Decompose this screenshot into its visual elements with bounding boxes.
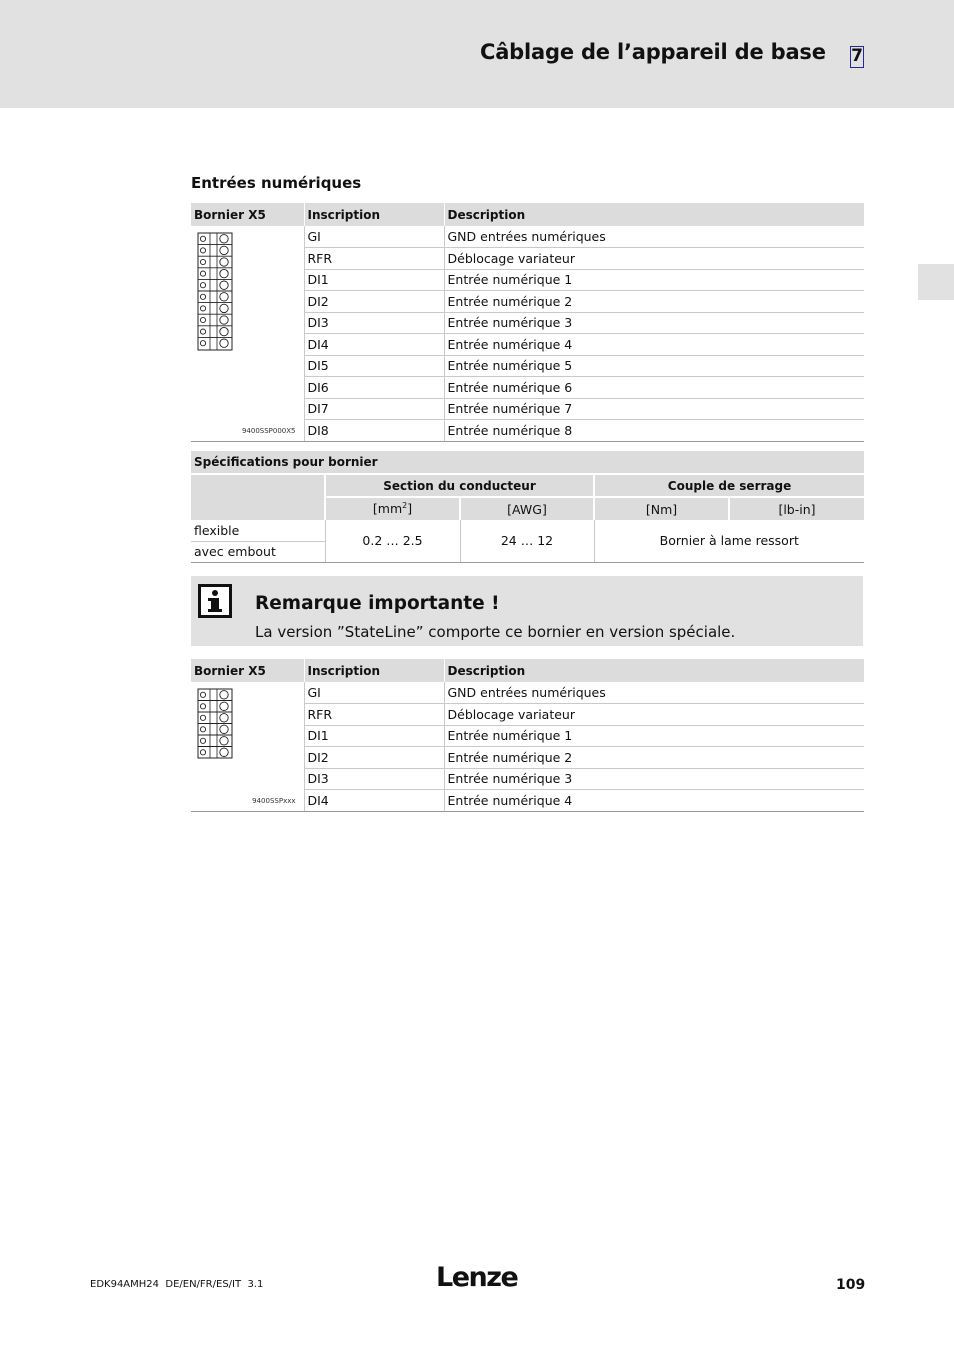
- unit-awg: [AWG]: [460, 497, 594, 520]
- description-cell: Entrée numérique 4: [444, 790, 864, 812]
- unit-lbin: [lb-in]: [729, 497, 864, 520]
- description-cell: Entrée numérique 8: [444, 420, 864, 442]
- description-cell: Entrée numérique 7: [444, 398, 864, 420]
- col-header-description: Description: [444, 659, 864, 682]
- section-heading: Entrées numériques: [191, 174, 362, 192]
- terminal-x5-table: [191, 203, 864, 442]
- description-cell: Déblocage variateur: [444, 248, 864, 270]
- value-mm2: 0.2 … 2.5: [325, 520, 460, 562]
- note-text: La version ”StateLine” comporte ce bornier en version spéciale.: [255, 623, 736, 641]
- col-header-terminal: Bornier X5: [191, 659, 304, 682]
- image-code: 9400SSPxxx: [252, 796, 296, 805]
- unit-nm: [Nm]: [594, 497, 729, 520]
- important-note: [191, 576, 863, 646]
- inscription-cell: DI2: [304, 291, 444, 313]
- description-cell: Entrée numérique 6: [444, 377, 864, 399]
- description-cell: Entrée numérique 3: [444, 768, 864, 790]
- description-cell: Entrée numérique 3: [444, 312, 864, 334]
- inscription-cell: GI: [304, 226, 444, 248]
- description-cell: Entrée numérique 1: [444, 725, 864, 747]
- description-cell: GND entrées numériques: [444, 226, 864, 248]
- unit-mm2: $[mm^2]$: [325, 497, 460, 520]
- spec-empty-header: [191, 474, 325, 520]
- value-awg: 24 … 12: [460, 520, 594, 562]
- inscription-cell: DI3: [304, 768, 444, 790]
- terminal-block-6pin-illustration: [197, 688, 233, 760]
- spec-table-title: Spécifications pour bornier: [191, 451, 864, 474]
- inscription-cell: DI4: [304, 334, 444, 356]
- col-header-inscription: Inscription: [304, 659, 444, 682]
- inscription-cell: DI4: [304, 790, 444, 812]
- document-reference: EDK94AMH24 DE/EN/FR/ES/IT 3.1: [90, 1279, 264, 1290]
- inscription-cell: DI6: [304, 377, 444, 399]
- description-cell: Déblocage variateur: [444, 704, 864, 726]
- col-header-description: Description: [444, 203, 864, 226]
- inscription-cell: GI: [304, 682, 444, 704]
- inscription-cell: RFR: [304, 704, 444, 726]
- page-number: 109: [836, 1277, 866, 1293]
- terminal-image-cell: [191, 226, 304, 441]
- page-title: Câblage de l’appareil de base: [480, 40, 826, 64]
- table-row: [191, 226, 864, 248]
- terminal-spec-table: [191, 451, 864, 563]
- torque-header: Couple de serrage: [594, 474, 864, 497]
- inscription-cell: DI8: [304, 420, 444, 442]
- terminal-image-cell: [191, 682, 304, 811]
- description-cell: Entrée numérique 1: [444, 269, 864, 291]
- terminal-block-10pin-illustration: [197, 232, 233, 352]
- table-row: [191, 682, 864, 704]
- inscription-cell: RFR: [304, 248, 444, 270]
- description-cell: Entrée numérique 4: [444, 334, 864, 356]
- description-cell: Entrée numérique 2: [444, 747, 864, 769]
- section-conductor-header: Section du conducteur: [325, 474, 594, 497]
- row-embout: avec embout: [191, 541, 325, 562]
- inscription-cell: DI3: [304, 312, 444, 334]
- info-icon: [198, 584, 232, 618]
- inscription-cell: DI5: [304, 355, 444, 377]
- description-cell: Entrée numérique 2: [444, 291, 864, 313]
- chapter-number[interactable]: 7: [851, 46, 863, 66]
- row-flexible: flexible: [191, 520, 325, 541]
- note-title: Remarque importante !: [255, 593, 500, 614]
- description-cell: Entrée numérique 5: [444, 355, 864, 377]
- inscription-cell: DI2: [304, 747, 444, 769]
- side-chapter-tab: [918, 264, 954, 300]
- image-code: 9400SSP000X5: [241, 426, 296, 435]
- value-torque: Bornier à lame ressort: [594, 520, 864, 562]
- inscription-cell: DI7: [304, 398, 444, 420]
- lenze-logo: Lenze: [436, 1262, 518, 1293]
- description-cell: GND entrées numériques: [444, 682, 864, 704]
- col-header-inscription: Inscription: [304, 203, 444, 226]
- inscription-cell: DI1: [304, 269, 444, 291]
- terminal-x5-stateline-table: [191, 659, 864, 812]
- col-header-terminal: Bornier X5: [191, 203, 304, 226]
- inscription-cell: DI1: [304, 725, 444, 747]
